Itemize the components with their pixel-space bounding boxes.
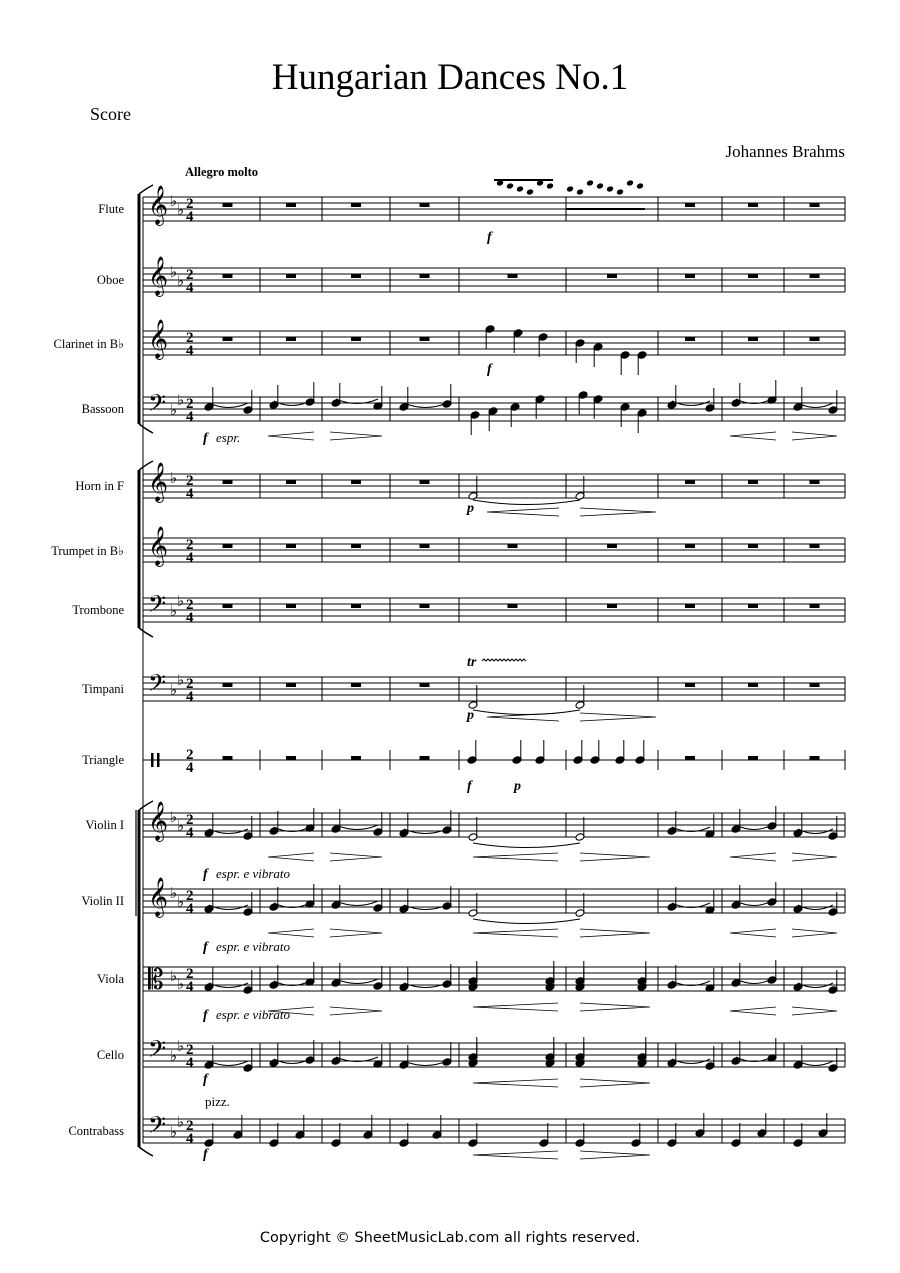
staff: [143, 747, 845, 776]
expression-text: espr. e vibrato: [216, 939, 291, 954]
treble-clef: 𝄞: [148, 801, 169, 841]
note-head: [616, 189, 624, 196]
slur: [473, 919, 580, 924]
trill-line: [482, 659, 526, 661]
measure-rest: [351, 203, 361, 207]
note-head: [606, 186, 614, 193]
flat-sign: ♭: [170, 265, 178, 281]
note-head: [636, 183, 644, 190]
decrescendo-hairpin: [580, 1151, 650, 1159]
bass-clef: 𝄢: [148, 669, 167, 702]
time-sig-bottom: 4: [186, 979, 194, 995]
treble-clef: 𝄞: [148, 319, 169, 359]
time-sig-top: 2: [186, 812, 194, 828]
flat-sign: ♭: [177, 673, 185, 689]
time-sig-bottom: 4: [186, 550, 194, 566]
dynamic-p: p: [467, 708, 474, 723]
measure-rest: [810, 480, 820, 484]
measure-rest: [351, 337, 361, 341]
decrescendo-hairpin: [330, 1007, 382, 1015]
flat-sign: ♭: [170, 194, 178, 210]
expression-text: espr. e vibrato: [216, 1007, 291, 1022]
measure-rest: [810, 544, 820, 548]
measure-rest: [223, 756, 233, 760]
measure-rest: [508, 274, 518, 278]
time-sig-bottom: 4: [186, 760, 194, 776]
percussion-clef: [157, 753, 160, 767]
slur: [798, 1061, 833, 1066]
bracket-hook: [139, 1147, 153, 1156]
measure-rest: [351, 756, 361, 760]
decrescendo-hairpin: [580, 929, 650, 937]
measure-rest: [508, 544, 518, 548]
instrument-name: Triangle: [82, 753, 124, 767]
measure-rest: [420, 544, 430, 548]
time-sig-top: 2: [186, 966, 194, 982]
time-sig-top: 2: [186, 267, 194, 283]
slur: [473, 500, 580, 505]
slur: [798, 403, 833, 408]
percussion-clef: [151, 753, 154, 767]
instrument-name: Violin II: [81, 894, 124, 908]
flat-sign: ♭: [170, 886, 178, 902]
note-head: [506, 183, 514, 190]
staff: [143, 256, 845, 297]
note-head: [566, 186, 574, 193]
instrument-name: Trombone: [72, 603, 124, 617]
treble-clef: 𝄞: [148, 462, 169, 502]
crescendo-hairpin: [730, 1007, 776, 1015]
measure-rest: [223, 480, 233, 484]
dynamic-f: f: [203, 431, 208, 446]
time-sig-top: 2: [186, 196, 194, 212]
measure-rest: [685, 274, 695, 278]
measure-rest: [286, 480, 296, 484]
measure-rest: [748, 337, 758, 341]
slur: [473, 710, 580, 715]
measure-rest: [748, 683, 758, 687]
measure-rest: [351, 683, 361, 687]
measure-rest: [748, 203, 758, 207]
dynamic-f: f: [203, 1008, 208, 1023]
time-sig-bottom: 4: [186, 901, 194, 917]
note-head: [576, 189, 584, 196]
time-sig-bottom: 4: [186, 343, 194, 359]
flat-sign: ♭: [170, 683, 178, 699]
measure-rest: [685, 337, 695, 341]
crescendo-hairpin: [730, 432, 776, 440]
measure-rest: [748, 604, 758, 608]
alto-clef: 𝄡: [148, 963, 164, 996]
crescendo-hairpin: [473, 853, 558, 861]
dynamic-f: f: [487, 362, 492, 377]
decrescendo-hairpin: [330, 853, 382, 861]
instrument-name: Oboe: [96, 273, 124, 287]
crescendo-hairpin: [473, 1003, 558, 1011]
instrument-name: Contrabass: [68, 1124, 124, 1138]
time-sig-top: 2: [186, 888, 194, 904]
time-sig-bottom: 4: [186, 486, 194, 502]
flat-sign: ♭: [170, 1125, 178, 1141]
slur: [404, 1061, 447, 1066]
flat-sign: ♭: [177, 1115, 185, 1131]
bass-clef: 𝄢: [148, 1035, 167, 1068]
staff: [143, 669, 845, 705]
staff: [143, 319, 845, 360]
flat-sign: ♭: [177, 819, 185, 835]
instrument-name: Flute: [98, 202, 124, 216]
copyright-notice: Copyright © SheetMusicLab.com all rights reserved.: [259, 1230, 641, 1246]
note-head: [596, 183, 604, 190]
dynamic-f: f: [203, 867, 208, 882]
measure-rest: [607, 604, 617, 608]
decrescendo-hairpin: [330, 432, 382, 440]
note-head: [626, 180, 634, 187]
time-sig-top: 2: [186, 396, 194, 412]
measure-rest: [286, 604, 296, 608]
measure-rest: [810, 604, 820, 608]
time-sig-top: 2: [186, 330, 194, 346]
measure-rest: [420, 480, 430, 484]
score-title: Hungarian Dances No.1: [271, 57, 629, 98]
crescendo-hairpin: [473, 929, 558, 937]
flat-sign: ♭: [177, 274, 185, 290]
slur: [473, 843, 580, 848]
measure-rest: [286, 337, 296, 341]
time-sig-bottom: 4: [186, 825, 194, 841]
measure-rest: [223, 337, 233, 341]
slur: [736, 979, 772, 984]
measure-rest: [685, 203, 695, 207]
measure-rest: [748, 544, 758, 548]
time-sig-bottom: 4: [186, 610, 194, 626]
dynamic-f: f: [203, 1072, 208, 1087]
treble-clef: 𝄞: [148, 877, 169, 917]
crescendo-hairpin: [268, 432, 314, 440]
decrescendo-hairpin: [792, 929, 837, 937]
slur: [209, 1061, 248, 1066]
instrument-name: Bassoon: [81, 402, 124, 416]
instrument-name: Horn in F: [75, 479, 124, 493]
measure-rest: [420, 337, 430, 341]
slur: [209, 403, 248, 408]
decrescendo-hairpin: [580, 1003, 650, 1011]
crescendo-hairpin: [730, 853, 776, 861]
dynamic-f: f: [203, 940, 208, 955]
time-sig-bottom: 4: [186, 1055, 194, 1071]
flat-sign: ♭: [170, 810, 178, 826]
flat-sign: ♭: [170, 1049, 178, 1065]
measure-rest: [685, 683, 695, 687]
slur: [336, 825, 378, 830]
flat-sign: ♭: [170, 471, 178, 487]
slur: [404, 403, 447, 408]
note-head: [526, 189, 534, 196]
slur: [336, 901, 378, 906]
decrescendo-hairpin: [792, 1007, 837, 1015]
measure-rest: [810, 337, 820, 341]
composer-name: Johannes Brahms: [725, 142, 845, 161]
measure-rest: [685, 480, 695, 484]
measure-rest: [810, 274, 820, 278]
slur: [736, 901, 772, 906]
flat-sign: ♭: [177, 594, 185, 610]
measure-rest: [420, 683, 430, 687]
treble-clef: 𝄞: [148, 526, 169, 566]
bass-clef: 𝄢: [148, 1111, 167, 1144]
measure-rest: [420, 203, 430, 207]
flat-sign: ♭: [177, 895, 185, 911]
measure-rest: [223, 683, 233, 687]
note-head: [586, 180, 594, 187]
crescendo-hairpin: [487, 508, 559, 516]
measure-rest: [351, 274, 361, 278]
slur: [336, 979, 378, 984]
time-sig-top: 2: [186, 537, 194, 553]
staff: [143, 526, 845, 567]
flat-sign: ♭: [177, 203, 185, 219]
time-sig-bottom: 4: [186, 409, 194, 425]
decrescendo-hairpin: [580, 853, 650, 861]
time-sig-top: 2: [186, 597, 194, 613]
crescendo-hairpin: [730, 929, 776, 937]
decrescendo-hairpin: [792, 853, 837, 861]
staff: [143, 462, 845, 503]
bracket-hook: [139, 424, 153, 433]
time-sig-top: 2: [186, 1118, 194, 1134]
measure-rest: [748, 756, 758, 760]
flat-sign: ♭: [170, 969, 178, 985]
time-sig-bottom: 4: [186, 689, 194, 705]
measure-rest: [223, 604, 233, 608]
time-sig-bottom: 4: [186, 1131, 194, 1147]
measure-rest: [420, 604, 430, 608]
measure-rest: [685, 756, 695, 760]
instrument-name: Viola: [96, 972, 124, 986]
decrescendo-hairpin: [580, 1079, 650, 1087]
treble-clef: 𝄞: [148, 185, 169, 225]
measure-rest: [810, 683, 820, 687]
measure-rest: [748, 274, 758, 278]
expression-text: espr.: [216, 430, 241, 445]
dynamic-p: p: [514, 779, 521, 794]
dynamic-f: f: [203, 1147, 208, 1162]
staff: [143, 590, 845, 626]
pizz-marking: pizz.: [205, 1094, 230, 1109]
decrescendo-hairpin: [330, 929, 382, 937]
measure-rest: [286, 274, 296, 278]
time-sig-top: 2: [186, 1042, 194, 1058]
flat-sign: ♭: [177, 1039, 185, 1055]
expression-text: espr. e vibrato: [216, 866, 291, 881]
time-sig-top: 2: [186, 747, 194, 763]
decrescendo-hairpin: [580, 713, 656, 721]
tempo-marking: Allegro molto: [185, 165, 259, 179]
measure-rest: [286, 544, 296, 548]
slur: [736, 825, 772, 830]
measure-rest: [607, 544, 617, 548]
measure-rest: [810, 756, 820, 760]
measure-rest: [286, 683, 296, 687]
measure-rest: [351, 480, 361, 484]
flat-sign: ♭: [170, 403, 178, 419]
flat-sign: ♭: [177, 977, 185, 993]
measure-rest: [420, 274, 430, 278]
measure-rest: [685, 544, 695, 548]
measure-rest: [810, 203, 820, 207]
crescendo-hairpin: [473, 1151, 558, 1159]
time-sig-top: 2: [186, 676, 194, 692]
measure-rest: [351, 604, 361, 608]
measure-rest: [223, 544, 233, 548]
note-head: [546, 183, 554, 190]
time-sig-bottom: 4: [186, 280, 194, 296]
time-sig-top: 2: [186, 473, 194, 489]
decrescendo-hairpin: [580, 508, 656, 516]
instrument-name: Cello: [96, 1048, 124, 1062]
bass-clef: 𝄢: [148, 590, 167, 623]
crescendo-hairpin: [473, 1079, 558, 1087]
measure-rest: [748, 480, 758, 484]
trill-marking: tr: [467, 655, 477, 670]
flat-sign: ♭: [170, 604, 178, 620]
measure-rest: [420, 756, 430, 760]
decrescendo-hairpin: [792, 432, 837, 440]
staff: [143, 185, 845, 226]
dynamic-p: p: [467, 501, 474, 516]
instrument-name: Violin I: [85, 818, 124, 832]
measure-rest: [685, 604, 695, 608]
time-sig-bottom: 4: [186, 209, 194, 225]
treble-clef: 𝄞: [148, 256, 169, 296]
note-head: [516, 186, 524, 193]
measure-rest: [286, 203, 296, 207]
flat-sign: ♭: [177, 393, 185, 409]
measure-rest: [223, 274, 233, 278]
instrument-name: Clarinet in B♭: [53, 337, 124, 351]
crescendo-hairpin: [268, 929, 314, 937]
score-label: Score: [90, 104, 131, 124]
dynamic-f: f: [487, 230, 492, 245]
instrument-name: Trumpet in B♭: [51, 544, 124, 558]
measure-rest: [223, 203, 233, 207]
crescendo-hairpin: [268, 853, 314, 861]
instrument-name: Timpani: [82, 682, 124, 696]
bracket-hook: [139, 628, 153, 637]
dynamic-f: f: [467, 779, 472, 794]
bass-clef: 𝄢: [148, 389, 167, 422]
measure-rest: [607, 274, 617, 278]
measure-rest: [508, 604, 518, 608]
measure-rest: [286, 756, 296, 760]
measure-rest: [351, 544, 361, 548]
